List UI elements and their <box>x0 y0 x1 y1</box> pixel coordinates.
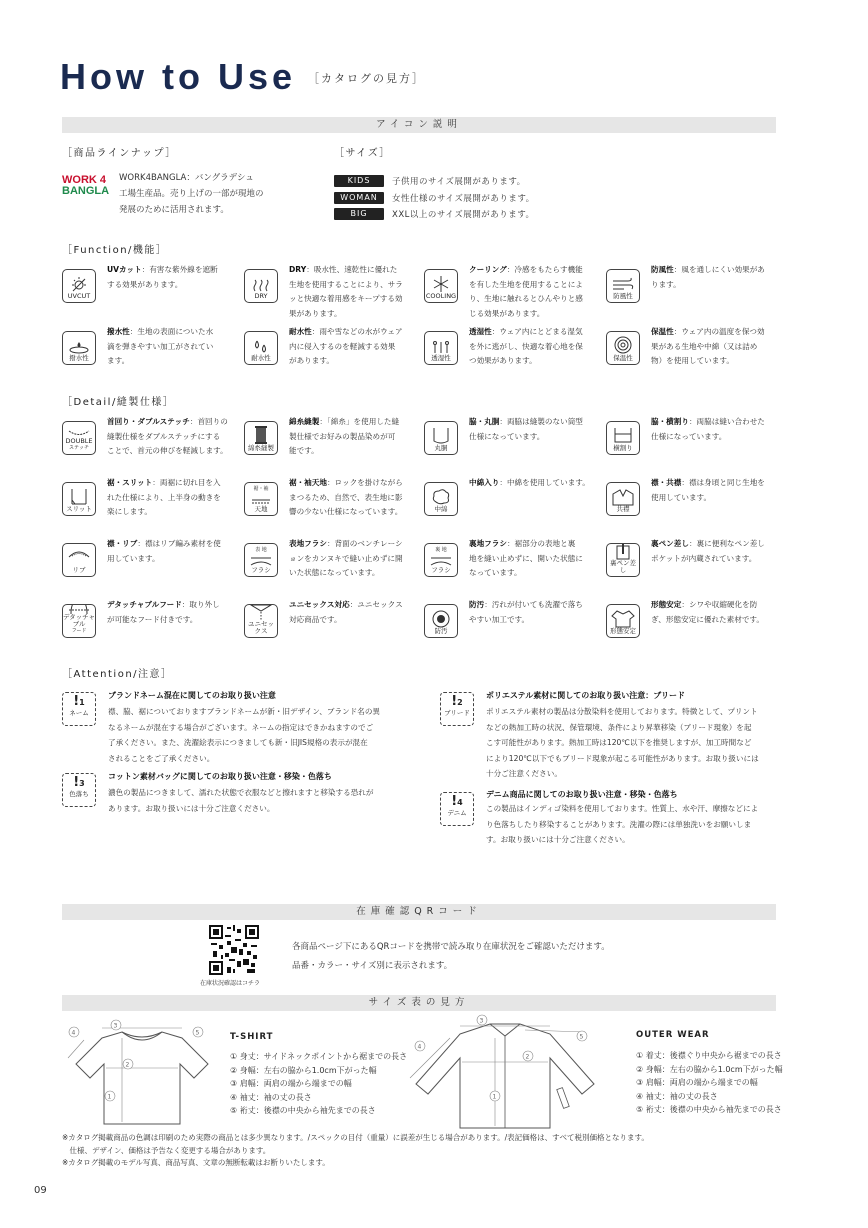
svg-text:2: 2 <box>525 1053 530 1061</box>
detail-item-14-description: 防汚：汚れが付いても洗濯で落ち やすい加工です。 <box>469 600 583 624</box>
svg-text:3: 3 <box>479 1017 484 1025</box>
detail-item-3-description: 脇・横割り：両脇は縫い合わせた 仕様になっています。 <box>651 417 765 441</box>
big-text: XXL以上のサイズ展開があります。 <box>392 210 535 220</box>
kids-badge: KIDS <box>334 175 384 187</box>
woman-text: 女性仕様のサイズ展開があります。 <box>392 194 535 204</box>
function-item-5-description: 耐水性：雨や雪などの水がウェア 内に侵入するのを軽減する効果 があります。 <box>289 327 403 365</box>
detail-item-2-icon: 丸胴 <box>424 421 458 455</box>
qr-code[interactable] <box>209 925 259 975</box>
function-item-0-description: UVカット：有害な紫外線を遮断 する効果があります。 <box>107 265 218 289</box>
svg-text:2: 2 <box>125 1061 130 1069</box>
detail-item-1-description: 綿糸縫製：「綿糸」を使用した縫 製仕様でお好みの製品染めが可 能です。 <box>289 417 400 455</box>
qr-code-image <box>209 925 259 975</box>
attention-4-body: この製品はインディゴ染料を使用しております。性質上、水や汗、摩擦などによ り色落ちしたり移染することがあります。洗濯の際には単独洗いをお願いしま す。お取り扱いには十分ご注意ください。 <box>486 804 759 844</box>
detail-item-4-icon: スリット <box>62 482 96 516</box>
attention-2-title: ポリエステル素材に関してのお取り扱い注意：ブリード <box>486 691 685 700</box>
outerwear-diagram <box>400 1012 610 1132</box>
function-item-1-description: DRY：吸水性、速乾性に優れた 生地を使用することにより、サラ ッと快適な着用感をキープする効 果があります。 <box>289 265 403 318</box>
detail-item-13-description: ユニセックス対応：ユニセックス 対応商品です。 <box>289 600 403 624</box>
detail-item-7-description: 襟・共襟：襟は身頃と同じ生地を 使用しています。 <box>651 478 765 502</box>
attention-2-body: ポリエステル素材の製品は分散染料を使用しております。特徴として、プリント などの熱加工時の状況、保管環境、条件により昇華移染（ブリード現象）を起 こす可能性があります。熱加工時は120℃以下を推奨しますが、加工時間など により120℃以下でもブリード現象が起こる可能性があります。お取り扱いには 十分ご注意ください。 <box>486 707 759 778</box>
big-badge: BIG <box>334 208 384 220</box>
detail-item-0-icon: DOUBLE ステッチ <box>62 421 96 455</box>
sizes-heading: ［サイズ］ <box>334 148 391 159</box>
svg-text:1: 1 <box>107 1093 112 1101</box>
tshirt-title: T-SHIRT <box>230 1032 274 1042</box>
attention-heading: ［Attention/注意］ <box>62 669 173 680</box>
detail-item-11-icon: 裏ペン差し <box>606 543 640 577</box>
detail-item-8-description: 襟・リブ：襟はリブ編み素材を使 用しています。 <box>107 539 221 563</box>
detail-item-5-icon: 裾・袖 天地 <box>244 482 278 516</box>
function-item-4-description: 撥水性：生地の表面についた水 滴を弾きやすい加工がされてい ます。 <box>107 327 214 365</box>
attention-4-icon: !4 デニム <box>440 792 474 826</box>
attention-3-body: 濃色の製品につきまして、濡れた状態で衣服などと擦れますと移染する恐れが あります。お取り扱いには十分ご注意ください。 <box>108 788 374 813</box>
detail-heading: ［Detail/縫製仕様］ <box>62 397 175 408</box>
detail-item-2-description: 脇・丸胴：両脇は縫製のない筒型 仕様になっています。 <box>469 417 583 441</box>
woman-badge: WOMAN <box>334 192 384 204</box>
lineup-text: WORK4BANGLA：バングラデシュ 工場生産品。売り上げの一部が現地の 発展のために活用されます。 <box>119 173 264 215</box>
detail-item-12-description: デタッチャブルフード：取り外し が可能なフード付きです。 <box>107 600 220 624</box>
function-item-0-icon: UVCUT <box>62 269 96 303</box>
detail-item-5-description: 裾・袖天地：ロックを掛けながら まつるため、自然で、表生地に影 響の少ない仕様になっています。 <box>289 478 403 516</box>
kids-text: 子供用のサイズ展開があります。 <box>392 177 526 187</box>
detail-item-8-icon: リブ <box>62 543 96 577</box>
logo-top: WORK 4 <box>62 174 106 186</box>
function-item-5-icon: 耐水性 <box>244 331 278 365</box>
detail-item-1-icon: 綿糸縫製 <box>244 421 278 455</box>
svg-text:4: 4 <box>71 1029 76 1037</box>
section-bar-icons: アイコン説明 <box>62 117 776 133</box>
function-item-2-icon: COOLING <box>424 269 458 303</box>
page-subtitle: ［カタログの見方］ <box>308 72 425 85</box>
attention-2-icon: !2 ブリード <box>440 692 474 726</box>
attention-1-body: 襟、脇、裾についておりますブランドネームが新・旧デザイン、ブランド名の異 なるネームが混在する場合がございます。ネームの指定はできかねますのでご 了承ください。また、洗濯絵表示につきましても新・旧JIS規格の表示が混在 されることをご了承ください。 <box>108 707 381 763</box>
detail-item-14-icon: 防汚 <box>424 604 458 638</box>
qr-caption: 在庫状況確認はコチラ <box>200 980 261 987</box>
detail-item-15-description: 形態安定：シワや収縮硬化を防 ぎ、形態安定に優れた素材です。 <box>651 600 764 624</box>
detail-item-9-icon: 表 地 フラシ <box>244 543 278 577</box>
detail-item-6-description: 中綿入り：中綿を使用しています。 <box>469 478 590 487</box>
svg-text:5: 5 <box>195 1029 200 1037</box>
detail-item-3-icon: 横割り <box>606 421 640 455</box>
function-item-7-icon: 保温性 <box>606 331 640 365</box>
function-item-3-icon: 防風性 <box>606 269 640 303</box>
attention-1-icon: !1 ネーム <box>62 692 96 726</box>
section-bar-size: サイズ表の見方 <box>62 995 776 1011</box>
function-item-1-icon: DRY <box>244 269 278 303</box>
attention-3-icon: !3 色落ち <box>62 773 96 807</box>
tshirt-measurements: ① 身丈：サイドネックポイントから裾までの長さ ② 身幅：左右の脇から1.0cm下がった幅 ③ 肩幅：両肩の端から端までの幅 ④ 袖丈：袖の丈の長さ ⑤ 裄丈：後襟の中央から袖先までの長さ <box>230 1052 408 1115</box>
svg-text:4: 4 <box>417 1043 422 1051</box>
tshirt-diagram <box>62 1018 222 1130</box>
outer-title: OUTER WEAR <box>636 1030 710 1040</box>
svg-text:3: 3 <box>113 1022 118 1030</box>
section-bar-qr: 在庫確認QRコード <box>62 904 776 920</box>
function-item-2-description: クーリング：冷感をもたらす機能 を有した生地を使用することによ り、生地に触れるとひんやりと感 じる効果があります。 <box>469 265 583 318</box>
page-title: How to Use <box>60 56 297 97</box>
function-item-3-description: 防風性：風を通しにくい効果があ ります。 <box>651 265 765 289</box>
detail-item-11-description: 裏ペン差し：裏に便利なペン差し ポケットが内蔵されています。 <box>651 539 765 563</box>
detail-item-12-icon: デタッチャブル フード <box>62 604 96 638</box>
detail-item-4-description: 裾・スリット：両裾に切れ目を入 れた仕様により、上半身の動きを 楽にします。 <box>107 478 221 516</box>
page-number: 09 <box>34 1185 47 1196</box>
detail-item-9-description: 表地フラシ：背面のベンチレーシ ョンをカンヌキで縫い止めずに開 いた状態になっています。 <box>289 539 403 577</box>
svg-text:5: 5 <box>579 1033 584 1041</box>
work4bangla-logo <box>62 175 112 197</box>
lineup-heading: ［商品ラインナップ］ <box>62 148 177 159</box>
qr-text: 各商品ページ下にあるQRコードを携帯で読み取り在庫状況をご確認いただけます。 品番・カラー・サイズ別に表示されます。 <box>292 942 610 971</box>
detail-item-6-icon: 中綿 <box>424 482 458 516</box>
logo-bottom: BANGLA <box>62 185 110 197</box>
outer-measurements: ① 着丈：後襟ぐり中央から裾までの長さ ② 身幅：左右の脇から1.0cm下がった幅 ③ 肩幅：両肩の端から端までの幅 ④ 袖丈：袖の丈の長さ ⑤ 裄丈：後襟の中央から袖先までの長さ <box>636 1051 783 1114</box>
detail-item-10-icon: 裏 地 フラシ <box>424 543 458 577</box>
function-item-6-icon: 透湿性 <box>424 331 458 365</box>
function-heading: ［Function/機能］ <box>62 245 168 256</box>
function-item-7-description: 保温性：ウェア内の温度を保つ効 果がある生地や中綿（又は詰め 物）を使用しています。 <box>651 327 765 365</box>
attention-4-title: デニム商品に関してのお取り扱い注意・移染・色落ち <box>486 790 678 799</box>
footnotes: ※カタログ掲載商品の色調は印刷のため実際の商品とは多少異なります。/スペックの目付（重量）に誤差が生じる場合があります。/表記価格は、すべて税別価格となります。 仕様、デザイン、価格は予告なく変更する場合があります。 ※カタログ掲載のモデル写真、商品写真、文章の無断転載はお断りいたします。 <box>62 1133 649 1167</box>
svg-text:1: 1 <box>492 1093 497 1101</box>
detail-item-13-icon: ユニセックス <box>244 604 278 638</box>
function-item-6-description: 透湿性：ウェア内にとどまる湿気 を外に逃がし、快適な着心地を保 つ効果があります。 <box>469 327 583 365</box>
detail-item-10-description: 裏地フラシ：裾部分の表地と裏 地を縫い止めずに、開いた状態に なっています。 <box>469 539 583 577</box>
attention-1-title: ブランドネーム混在に関してのお取り扱い注意 <box>108 691 276 700</box>
function-item-4-icon: 撥水性 <box>62 331 96 365</box>
detail-item-0-description: 首回り・ダブルステッチ：首回りの 縫製仕様をダブルステッチにする ことで、首元の伸びを軽減します。 <box>107 417 228 455</box>
detail-item-7-icon: 共襟 <box>606 482 640 516</box>
attention-3-title: コットン素材バッグに関してのお取り扱い注意・移染・色落ち <box>108 772 332 781</box>
detail-item-15-icon: 形態安定 <box>606 604 640 638</box>
